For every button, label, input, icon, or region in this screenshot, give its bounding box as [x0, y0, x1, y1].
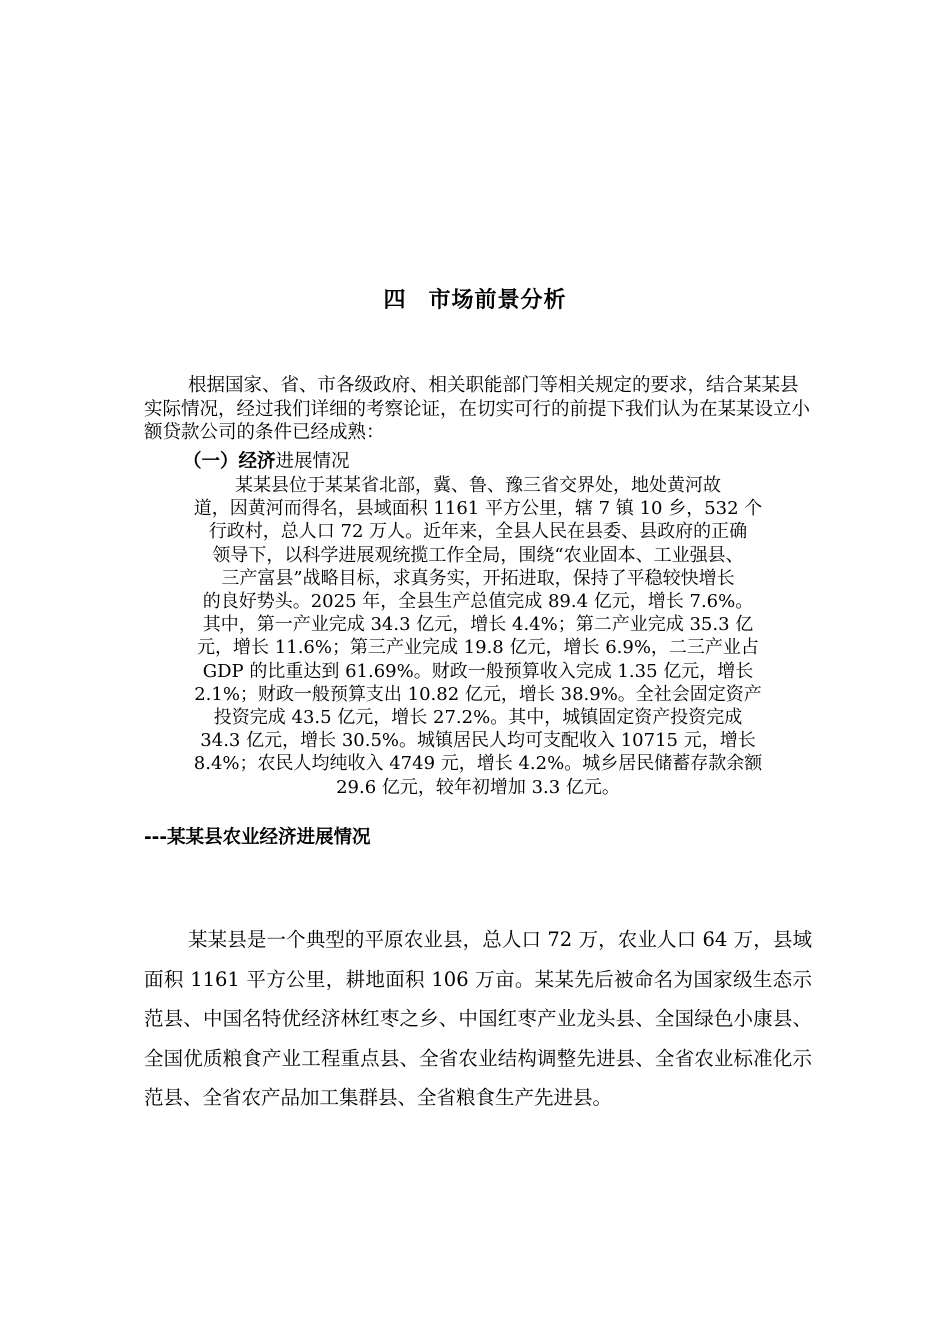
agri-section-title: ---某某县农业经济进展情况 — [144, 827, 371, 848]
economy-line: 元，增长 11.6%；第三产业完成 19.8 亿元，增长 6.9%，二三产业占 — [197, 637, 759, 659]
economy-line: 投资完成 43.5 亿元，增长 27.2%。其中，城镇固定资产投资完成 — [213, 707, 743, 729]
economy-line: 29.6 亿元，较年初增加 3.3 亿元。 — [336, 776, 620, 798]
subsection-heading-rest: 进展情况 — [275, 451, 350, 472]
agri-paragraph: 某某县是一个典型的平原农业县，总人口 72 万，农业人口 64 万，县域面积 1161 平方公里，耕地面积 106 万亩。某某先后被命名为国家级生态示范县、中国名特优经济林红枣之乡、中国红枣产业龙头县、全国绿色小康县、全国优质粮食产业工程重点县、全省农业结构调整先进县、全省农业标准化示范县、全省农产品加工集群县、全省粮食生产先进县。 — [144, 928, 812, 1109]
section-number: 四 — [383, 288, 407, 313]
subsection-heading-bold: （一）经济 — [183, 451, 276, 472]
economy-paragraph — [144, 474, 812, 799]
economy-line: 其中，第一产业完成 34.3 亿元，增长 4.4%；第二产业完成 35.3 亿 — [202, 614, 754, 636]
economy-line: 34.3 亿元，增长 30.5%。城镇居民人均可支配收入 10715 元，增长 — [200, 730, 756, 752]
intro-paragraph: 根据国家、省、市各级政府、相关职能部门等相关规定的要求，结合某某县实际情况，经过我们详细的考察论证，在切实可行的前提下我们认为在某某设立小额贷款公司的条件已经成熟： — [144, 375, 811, 443]
economy-line: 三产富县”战略目标，求真务实，开拓进取，保持了平稳较快增长 — [221, 567, 735, 589]
economy-line: 某某县位于某某省北部，冀、鲁、豫三省交界处，地处黄河故 — [235, 475, 721, 496]
subsection-heading — [183, 450, 350, 473]
section-title-text: 市场前景分析 — [428, 288, 567, 313]
economy-line: 道，因黄河而得名，县域面积 1161 平方公里，辖 7 镇 10 乡，532 个 — [193, 498, 763, 520]
economy-line: GDP 的比重达到 61.69%。财政一般预算收入完成 1.35 亿元，增长 — [202, 660, 754, 682]
economy-line: 8.4%；农民人均纯收入 4749 元，增长 4.2%。城乡居民储蓄存款余额 — [193, 753, 763, 775]
economy-line: 2.1%；财政一般预算支出 10.82 亿元，增长 38.9%。全社会固定资产 — [194, 683, 762, 705]
economy-line: 行政村，总人口 72 万人。近年来，全县人民在县委、县政府的正确 — [208, 521, 748, 543]
economy-line: 的良好势头。2025 年，全县生产总值完成 89.4 亿元，增长 7.6%。 — [202, 591, 754, 613]
economy-line: 领导下，以科学进展观统揽工作全局，围绕“农业固本、工业强县、 — [212, 544, 744, 566]
section-heading — [0, 283, 950, 314]
